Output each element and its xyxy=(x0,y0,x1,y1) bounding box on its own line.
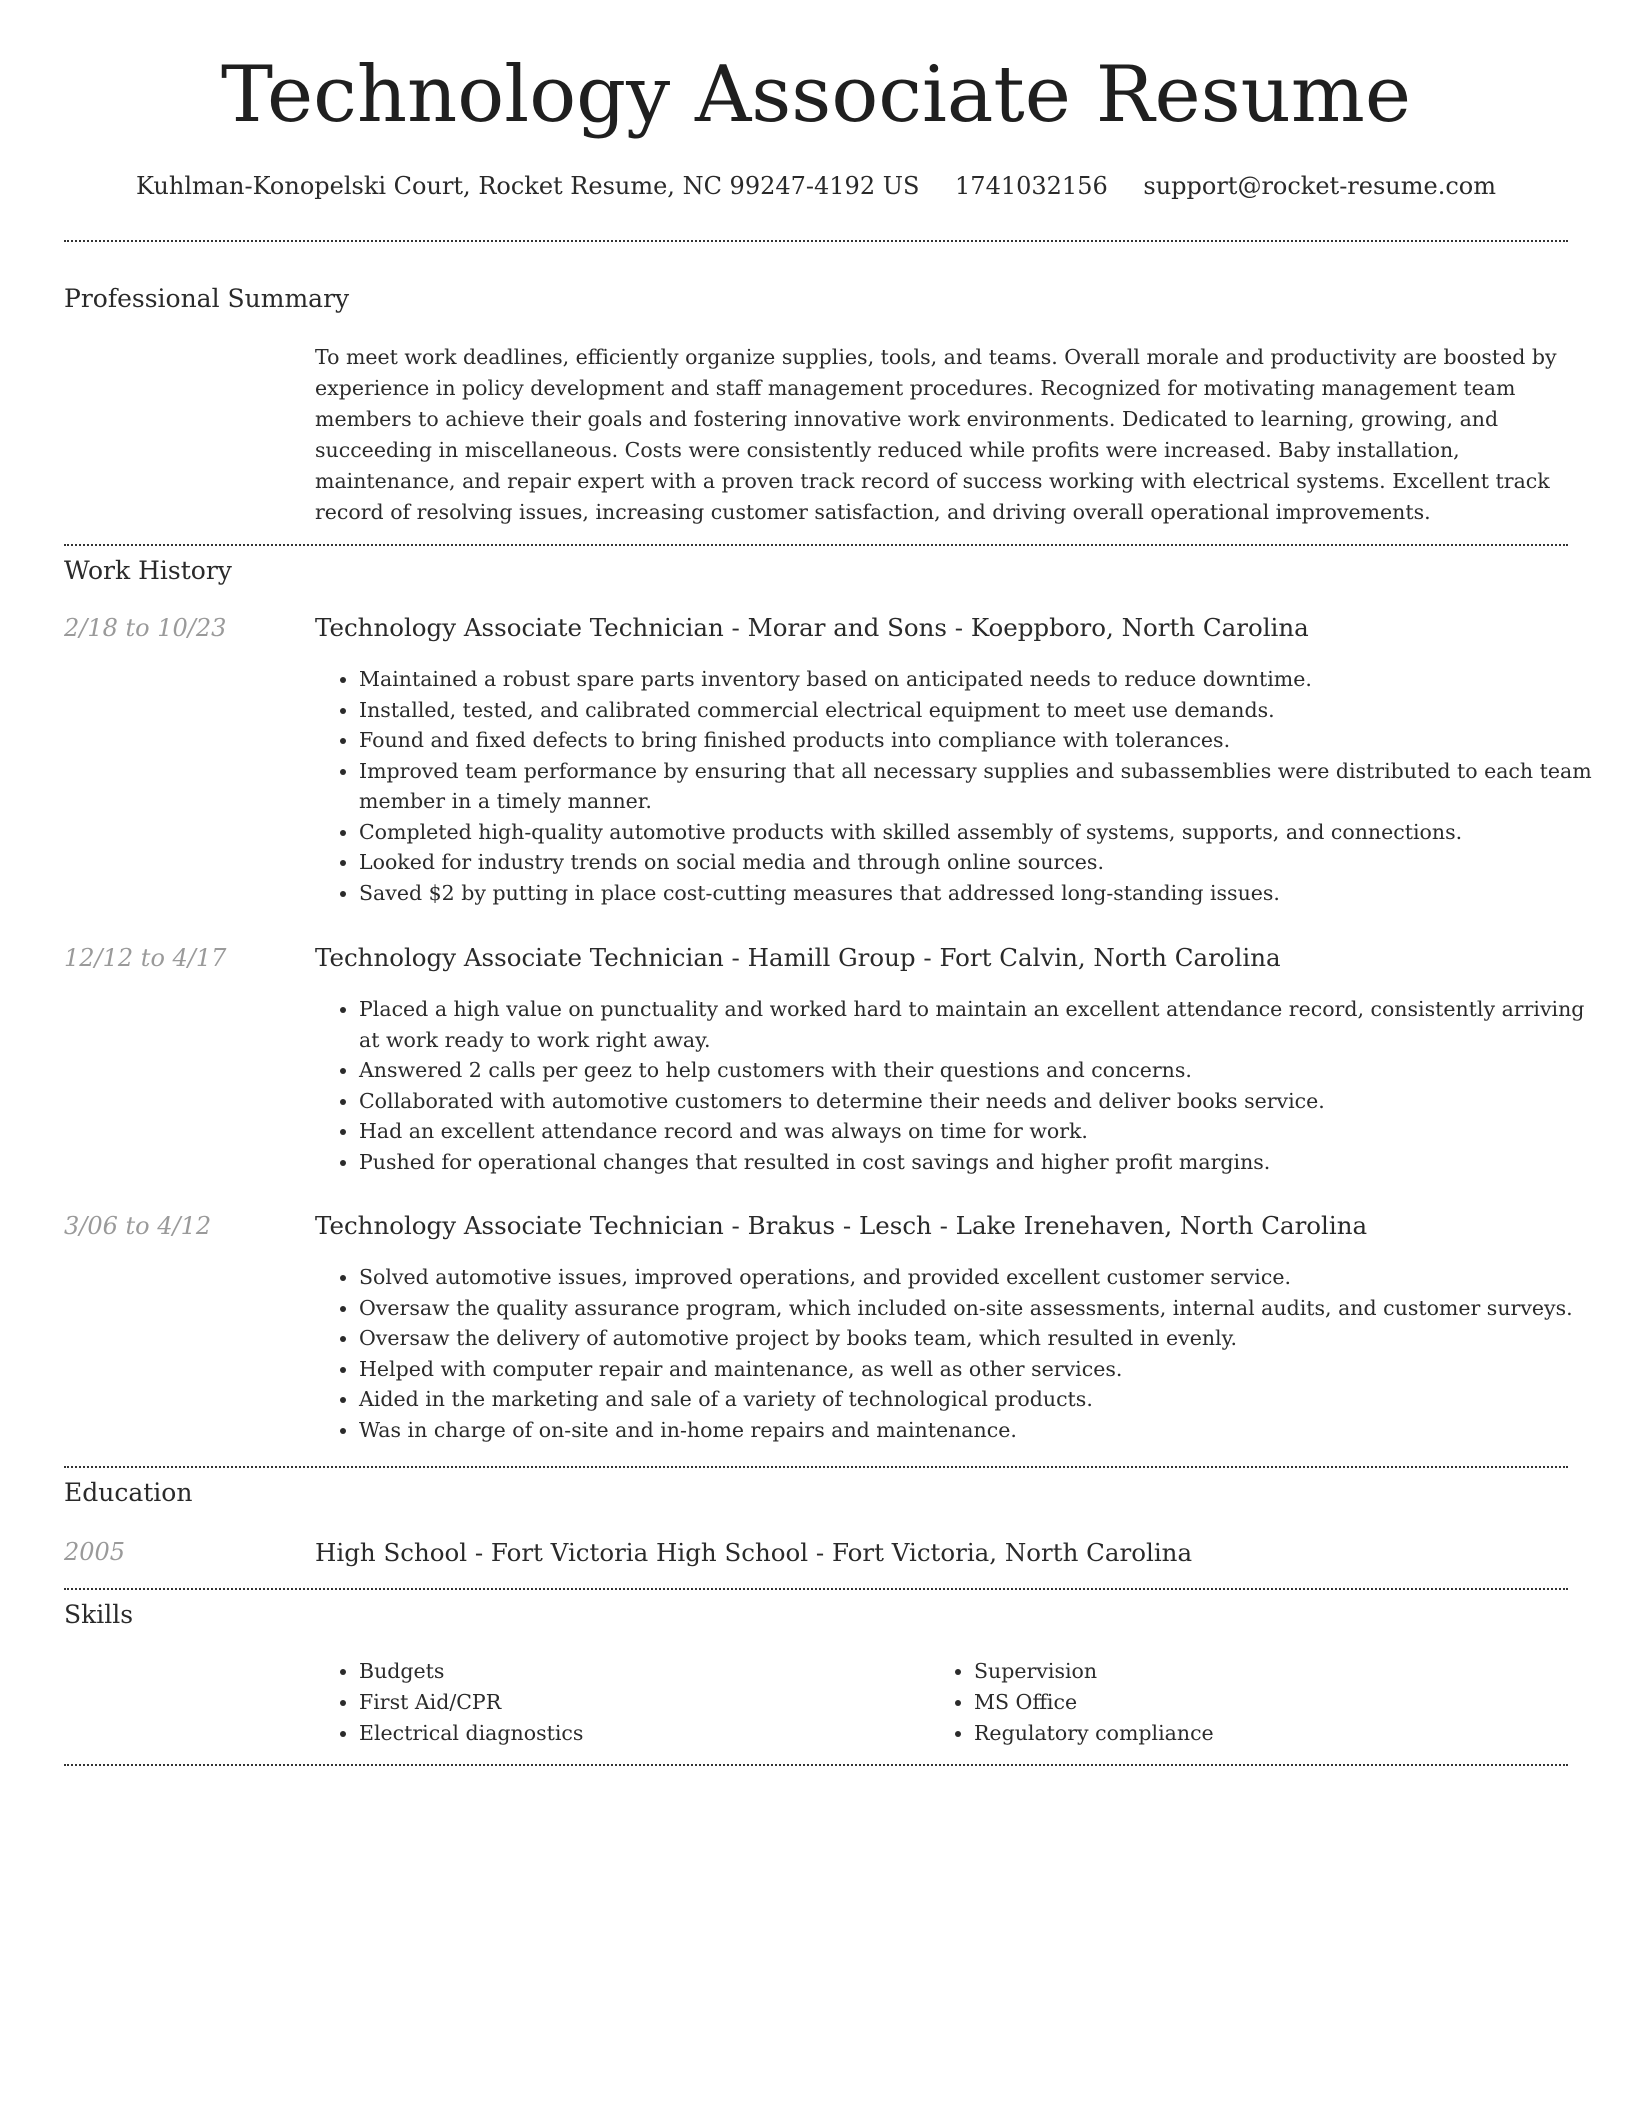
contact-phone: 1741032156 xyxy=(955,172,1108,200)
job-dates: 2/18 to 10/23 xyxy=(64,614,227,642)
list-item: • Helped with computer repair and maintenance, as well as other services. xyxy=(359,1354,1609,1385)
job-title: Technology Associate Technician - Morar and Sons - Koeppboro, North Carolina xyxy=(315,613,1309,642)
list-item: • Completed high-quality automotive products with skilled assembly of systems, supports, and connections. xyxy=(359,817,1609,848)
list-item: • Electrical diagnostics xyxy=(359,1718,583,1749)
summary-heading: Professional Summary xyxy=(64,284,350,313)
list-item: • Saved $2 by putting in place cost-cutting measures that addressed long-standing issues. xyxy=(359,878,1609,909)
list-item: • First Aid/CPR xyxy=(359,1687,583,1718)
contact-email: support@rocket-resume.com xyxy=(1143,172,1496,200)
list-item: • Improved team performance by ensuring that all necessary supplies and subassemblies were distributed to each team member in a timely manner. xyxy=(359,756,1609,817)
divider xyxy=(64,544,1568,546)
divider xyxy=(64,1466,1568,1468)
contact-line xyxy=(0,172,1632,200)
divider xyxy=(64,1588,1568,1590)
list-item: • Solved automotive issues, improved operations, and provided excellent customer service. xyxy=(359,1262,1609,1293)
job-dates: 3/06 to 4/12 xyxy=(64,1212,212,1240)
skills-heading: Skills xyxy=(64,1600,134,1629)
education-entry: High School - Fort Victoria High School - Fort Victoria, North Carolina xyxy=(315,1538,1193,1567)
list-item: • Maintained a robust spare parts inventory based on anticipated needs to reduce downtime. xyxy=(359,664,1609,695)
list-item: • Was in charge of on-site and in-home repairs and maintenance. xyxy=(359,1415,1609,1446)
divider xyxy=(64,240,1568,242)
job-title: Technology Associate Technician - Hamill Group - Fort Calvin, North Carolina xyxy=(315,943,1281,972)
list-item: • Found and fixed defects to bring finished products into compliance with tolerances. xyxy=(359,725,1609,756)
list-item: • Collaborated with automotive customers to determine their needs and deliver books service. xyxy=(359,1086,1609,1117)
list-item: • Oversaw the delivery of automotive project by books team, which resulted in evenly. xyxy=(359,1323,1609,1354)
skills-list-left xyxy=(315,1656,583,1749)
job-dates: 12/12 to 4/17 xyxy=(64,944,227,972)
list-item: • Installed, tested, and calibrated commercial electrical equipment to meet use demands. xyxy=(359,695,1609,726)
list-item: • Answered 2 calls per geez to help customers with their questions and concerns. xyxy=(359,1055,1609,1086)
list-item: • Supervision xyxy=(974,1656,1214,1687)
list-item: • Had an excellent attendance record and was always on time for work. xyxy=(359,1116,1609,1147)
job-bullets xyxy=(315,994,1609,1177)
list-item: • Looked for industry trends on social media and through online sources. xyxy=(359,847,1609,878)
list-item: • Pushed for operational changes that resulted in cost savings and higher profit margins. xyxy=(359,1147,1609,1178)
list-item: • Placed a high value on punctuality and worked hard to maintain an excellent attendance record, consistently arriving at work ready to work right away. xyxy=(359,994,1609,1055)
education-year: 2005 xyxy=(64,1538,126,1566)
list-item: • Oversaw the quality assurance program, which included on-site assessments, internal audits, and customer surveys. xyxy=(359,1293,1609,1324)
list-item: • Budgets xyxy=(359,1656,583,1687)
page-title: Technology Associate Resume xyxy=(221,50,1411,140)
list-item: • Regulatory compliance xyxy=(974,1718,1214,1749)
job-bullets xyxy=(315,1262,1609,1445)
job-title: Technology Associate Technician - Brakus - Lesch - Lake Irenehaven, North Carolina xyxy=(315,1211,1368,1240)
education-heading: Education xyxy=(64,1478,193,1507)
work-history-heading: Work History xyxy=(64,556,232,585)
list-item: • Aided in the marketing and sale of a variety of technological products. xyxy=(359,1384,1609,1415)
contact-address: Kuhlman-Konopelski Court, Rocket Resume, NC 99247-4192 US xyxy=(136,172,920,200)
job-bullets xyxy=(315,664,1609,908)
skills-list-right xyxy=(930,1656,1214,1749)
divider xyxy=(64,1764,1568,1766)
list-item: • MS Office xyxy=(974,1687,1214,1718)
summary-text: To meet work deadlines, efficiently organize supplies, tools, and teams. Overall morale and productivity are boosted by experience in policy development and staff management procedures. Recognized for motivating management team members to achieve their goals and fostering innovative work environments. Dedicated to learning, growing, and succeeding in miscellaneous. Costs were consistently reduced while profits were increased. Baby installation, maintenance, and repair expert with a proven track record of success working with electrical systems. Excellent track record of resolving issues, increasing customer satisfaction, and driving overall operational improvements. xyxy=(315,345,1557,524)
